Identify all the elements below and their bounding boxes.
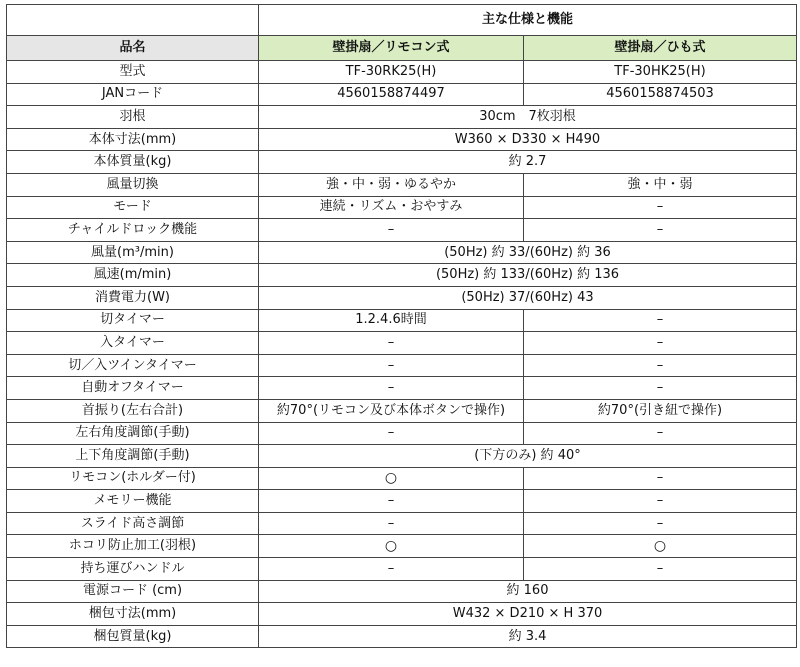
header-row <box>7 36 797 61</box>
row-value-remote: – <box>259 490 524 513</box>
row-value-remote: TF-30RK25(H) <box>259 61 524 84</box>
table-row <box>7 467 797 490</box>
row-label: 持ち運びハンドル <box>7 558 259 581</box>
row-value-shared: 約 3.4 <box>259 625 797 648</box>
table-row <box>7 173 797 196</box>
table-row <box>7 61 797 84</box>
row-label: チャイルドロック機能 <box>7 219 259 242</box>
row-label: 左右角度調節(手動) <box>7 422 259 445</box>
row-value-remote: 連続・リズム・おやすみ <box>259 196 524 219</box>
table-row <box>7 286 797 309</box>
row-value-shared: 約 2.7 <box>259 151 797 174</box>
row-value-shared: W360 × D330 × H490 <box>259 128 797 151</box>
table-row <box>7 196 797 219</box>
row-label: 風量切換 <box>7 173 259 196</box>
row-value-remote: ○ <box>259 467 524 490</box>
title-row <box>7 5 797 36</box>
row-value-shared: (50Hz) 37/(60Hz) 43 <box>259 286 797 309</box>
row-value-remote: – <box>259 422 524 445</box>
row-label: 風量(m³/min) <box>7 241 259 264</box>
row-label: モード <box>7 196 259 219</box>
row-value-string: – <box>524 512 797 535</box>
row-label: JANコード <box>7 83 259 106</box>
section-title: 主な仕様と機能 <box>259 5 797 36</box>
row-value-string: 強・中・弱 <box>524 173 797 196</box>
row-value-shared: (50Hz) 約 33/(60Hz) 約 36 <box>259 241 797 264</box>
row-label: 上下角度調節(手動) <box>7 445 259 468</box>
row-value-string: 約70°(引き紐で操作) <box>524 399 797 422</box>
row-label: 梱包質量(kg) <box>7 625 259 648</box>
table-row <box>7 332 797 355</box>
table-row <box>7 580 797 603</box>
header-model-remote: 壁掛扇／リモコン式 <box>259 36 524 61</box>
row-value-string: – <box>524 490 797 513</box>
row-value-string: – <box>524 354 797 377</box>
row-label: スライド高さ調節 <box>7 512 259 535</box>
title-blank-cell <box>7 5 259 36</box>
table-row <box>7 151 797 174</box>
table-row <box>7 83 797 106</box>
row-label: 羽根 <box>7 106 259 129</box>
table-row <box>7 264 797 287</box>
row-value-shared: 30cm 7枚羽根 <box>259 106 797 129</box>
row-value-string: – <box>524 377 797 400</box>
row-label: 風速(m/min) <box>7 264 259 287</box>
table-row <box>7 445 797 468</box>
row-label: メモリー機能 <box>7 490 259 513</box>
spec-table <box>6 4 797 648</box>
row-value-remote: – <box>259 219 524 242</box>
row-label: 切／入ツインタイマー <box>7 354 259 377</box>
row-value-shared: W432 × D210 × H 370 <box>259 603 797 626</box>
header-model-string: 壁掛扇／ひも式 <box>524 36 797 61</box>
row-value-remote: – <box>259 558 524 581</box>
row-label: 電源コード (cm) <box>7 580 259 603</box>
row-value-string: – <box>524 196 797 219</box>
row-label: 梱包寸法(mm) <box>7 603 259 626</box>
row-value-shared: 約 160 <box>259 580 797 603</box>
row-value-string: TF-30HK25(H) <box>524 61 797 84</box>
row-value-remote: – <box>259 332 524 355</box>
row-label: 切タイマー <box>7 309 259 332</box>
row-value-remote: – <box>259 512 524 535</box>
table-row <box>7 422 797 445</box>
table-row <box>7 399 797 422</box>
row-value-shared: (50Hz) 約 133/(60Hz) 約 136 <box>259 264 797 287</box>
table-row <box>7 558 797 581</box>
row-label: 首振り(左右合計) <box>7 399 259 422</box>
table-row <box>7 512 797 535</box>
row-value-remote: 4560158874497 <box>259 83 524 106</box>
table-row <box>7 603 797 626</box>
row-label: 自動オフタイマー <box>7 377 259 400</box>
row-value-remote: ○ <box>259 535 524 558</box>
row-value-remote: 1.2.4.6時間 <box>259 309 524 332</box>
row-label: 本体寸法(mm) <box>7 128 259 151</box>
row-label: 入タイマー <box>7 332 259 355</box>
row-label: 本体質量(kg) <box>7 151 259 174</box>
row-label: 消費電力(W) <box>7 286 259 309</box>
row-value-remote: – <box>259 377 524 400</box>
table-row <box>7 309 797 332</box>
row-value-remote: 強・中・弱・ゆるやか <box>259 173 524 196</box>
row-value-string: – <box>524 558 797 581</box>
header-name-label: 品名 <box>7 36 259 61</box>
row-value-string: – <box>524 422 797 445</box>
table-row <box>7 625 797 648</box>
table-row <box>7 377 797 400</box>
table-row <box>7 219 797 242</box>
row-value-string: – <box>524 467 797 490</box>
table-row <box>7 106 797 129</box>
table-row <box>7 241 797 264</box>
row-value-string: – <box>524 309 797 332</box>
table-row <box>7 490 797 513</box>
table-row <box>7 128 797 151</box>
table-row <box>7 535 797 558</box>
row-value-remote: – <box>259 354 524 377</box>
spec-body <box>7 61 797 648</box>
row-label: ホコリ防止加工(羽根) <box>7 535 259 558</box>
row-value-string: – <box>524 219 797 242</box>
row-label: 型式 <box>7 61 259 84</box>
row-value-string: 4560158874503 <box>524 83 797 106</box>
row-label: リモコン(ホルダー付) <box>7 467 259 490</box>
row-value-remote: 約70°(リモコン及び本体ボタンで操作) <box>259 399 524 422</box>
row-value-shared: (下方のみ) 約 40° <box>259 445 797 468</box>
table-row <box>7 354 797 377</box>
row-value-string: – <box>524 332 797 355</box>
row-value-string: ○ <box>524 535 797 558</box>
